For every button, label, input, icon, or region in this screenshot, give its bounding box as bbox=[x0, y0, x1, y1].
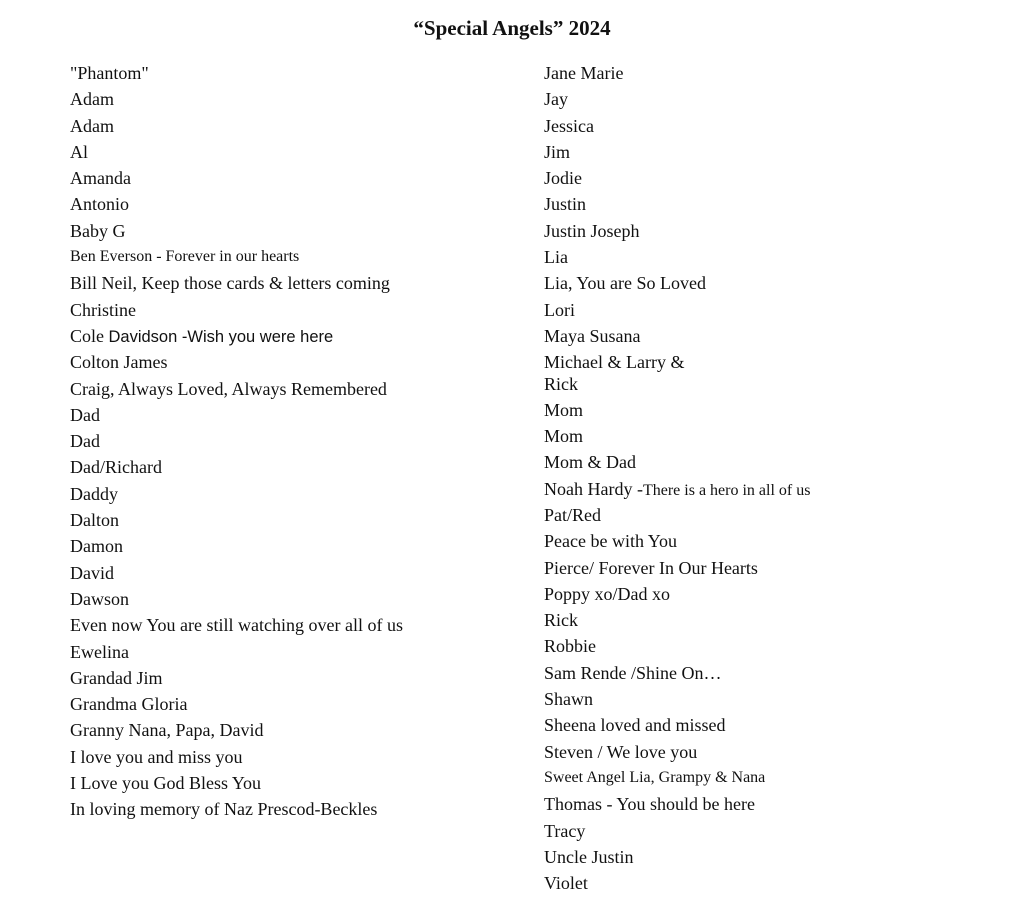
list-item: Dad bbox=[70, 431, 100, 452]
list-item: Damon bbox=[70, 536, 123, 557]
list-item: Poppy xo/Dad xo bbox=[544, 583, 670, 604]
list-item: Amanda bbox=[70, 168, 131, 189]
list-item: Steven / We love you bbox=[544, 741, 698, 762]
list-item: Uncle Justin bbox=[544, 846, 634, 867]
list-item: Baby G bbox=[70, 220, 126, 241]
list-item: Jessica bbox=[544, 115, 594, 136]
list-item: I love you and miss you bbox=[70, 746, 243, 767]
list-item: Lia bbox=[544, 247, 568, 268]
list-item: Justin Joseph bbox=[544, 220, 640, 241]
list-item: Mom & Dad bbox=[544, 452, 636, 473]
list-item: Robbie bbox=[544, 636, 596, 657]
list-item: Rick bbox=[544, 610, 578, 631]
list-item: Shawn bbox=[544, 689, 593, 710]
list-item-name: Noah Hardy - bbox=[544, 478, 643, 499]
list-item: Dad bbox=[70, 404, 100, 425]
list-item: Grandma Gloria bbox=[70, 694, 188, 715]
list-item: Granny Nana, Papa, David bbox=[70, 720, 264, 741]
list-item: Peace be with You bbox=[544, 531, 677, 552]
list-item: Ewelina bbox=[70, 641, 129, 662]
list-item: Colton James bbox=[70, 352, 168, 373]
list-item: Christine bbox=[70, 299, 136, 320]
list-item: Dawson bbox=[70, 588, 129, 609]
list-item: Maya Susana bbox=[544, 325, 641, 346]
page-title: “Special Angels” 2024 bbox=[413, 16, 611, 40]
list-item: Bill Neil, Keep those cards & letters coming bbox=[70, 273, 390, 294]
list-item: Dad/Richard bbox=[70, 457, 162, 478]
list-item: David bbox=[70, 562, 114, 583]
list-item: Lori bbox=[544, 299, 575, 320]
list-item: Lia, You are So Loved bbox=[544, 273, 706, 294]
names-list-left bbox=[70, 60, 510, 823]
list-item-message: There is a hero in all of us bbox=[642, 481, 811, 499]
list-item: Antonio bbox=[70, 194, 130, 215]
list-item: Jay bbox=[544, 89, 568, 110]
list-item: Mom bbox=[544, 426, 584, 447]
list-item: Sweet Angel Lia, Grampy & Nana bbox=[544, 768, 766, 786]
list-item: Even now You are still watching over all of us bbox=[70, 615, 403, 636]
list-item: Sam Rende /Shine On… bbox=[544, 662, 722, 683]
list-item: In loving memory of Naz Prescod-Beckles bbox=[70, 799, 378, 820]
list-item: Adam bbox=[70, 89, 114, 110]
list-item: Jodie bbox=[544, 168, 582, 189]
list-item-message: Davidson -Wish you were here bbox=[108, 327, 334, 346]
list-item: "Phantom" bbox=[70, 63, 149, 83]
list-item: Tracy bbox=[544, 820, 586, 841]
list-item: Mom bbox=[544, 399, 584, 420]
list-item: Jim bbox=[544, 141, 571, 162]
list-item: Thomas - You should be here bbox=[544, 794, 755, 815]
names-list-right bbox=[544, 60, 984, 896]
list-item: Justin bbox=[544, 194, 587, 215]
list-item bbox=[70, 323, 510, 349]
list-item: Daddy bbox=[70, 483, 118, 504]
list-item: Al bbox=[70, 141, 88, 162]
list-item bbox=[544, 476, 984, 502]
list-item: Adam bbox=[70, 115, 114, 136]
list-item: Violet bbox=[544, 873, 588, 894]
list-item-name: Cole bbox=[70, 325, 109, 346]
list-item: I Love you God Bless You bbox=[70, 773, 262, 794]
list-item: Dalton bbox=[70, 510, 119, 531]
list-item: Sheena loved and missed bbox=[544, 715, 726, 736]
list-item: Craig, Always Loved, Always Remembered bbox=[70, 378, 387, 399]
list-item: Pierce/ Forever In Our Hearts bbox=[544, 557, 758, 578]
list-item: Pat/Red bbox=[544, 504, 601, 525]
list-item: Michael & Larry & Rick bbox=[544, 352, 685, 395]
list-item: Ben Everson - Forever in our hearts bbox=[70, 248, 300, 266]
list-item: Grandad Jim bbox=[70, 667, 163, 688]
list-item: Jane Marie bbox=[544, 63, 624, 83]
